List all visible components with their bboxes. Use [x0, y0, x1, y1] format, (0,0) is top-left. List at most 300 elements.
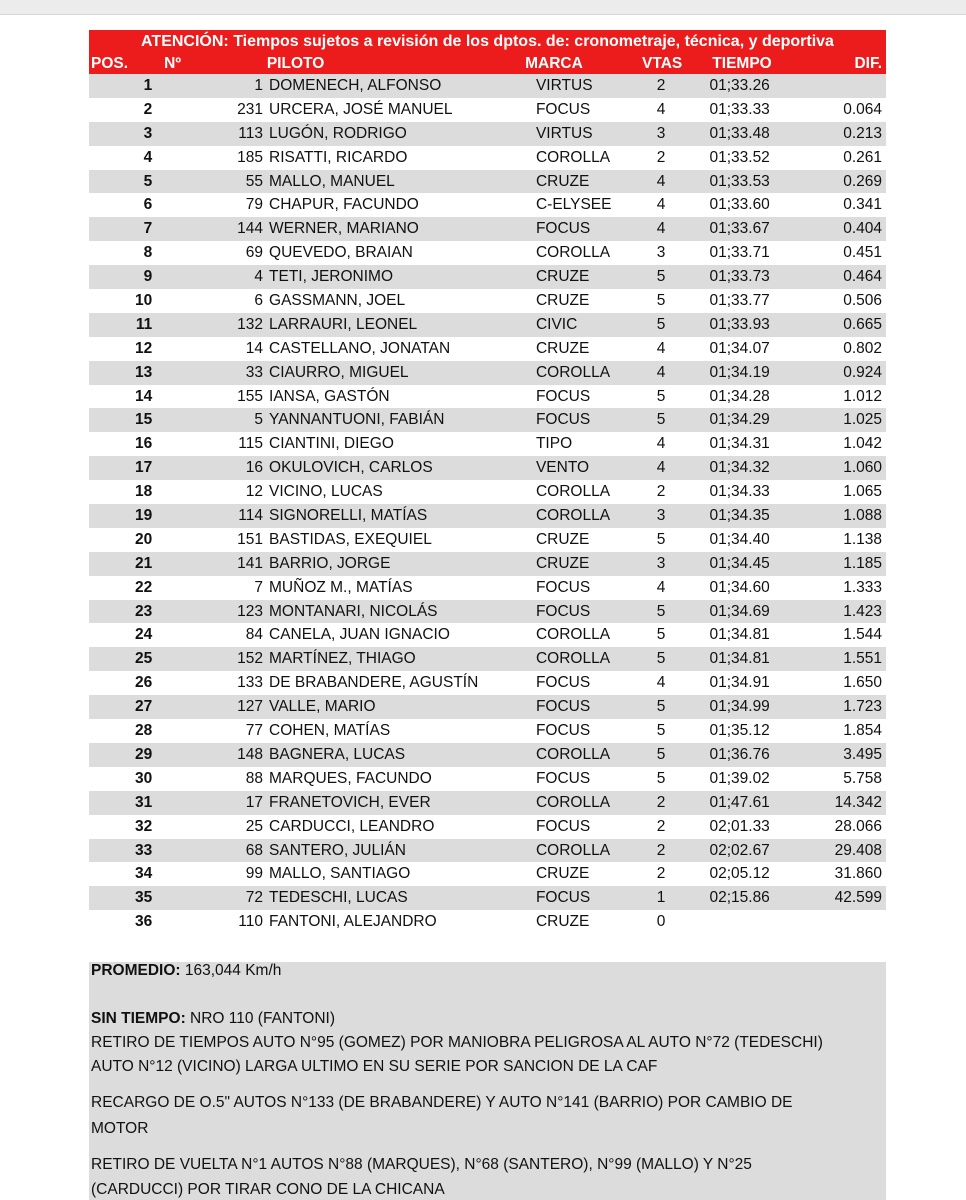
table-row [89, 408, 886, 432]
cell-marca: FOCUS [535, 769, 591, 787]
notes-panel [89, 962, 886, 1200]
header-marca: MARCA [525, 55, 583, 72]
cell-pos: 7 [143, 220, 153, 238]
cell-dif: 1.333 [843, 578, 883, 596]
cell-pos: 21 [135, 554, 153, 572]
cell-vtas: 4 [656, 196, 666, 214]
cell-piloto: CANELA, JUAN IGNACIO [269, 626, 450, 644]
cell-vtas: 5 [656, 650, 666, 668]
cell-pos: 6 [143, 196, 153, 214]
cell-dif: 1.544 [843, 626, 883, 644]
cell-tiempo: 01;34.69 [709, 602, 770, 620]
cell-pos: 24 [135, 626, 153, 644]
cell-vtas: 5 [656, 769, 666, 787]
cell-pos: 22 [135, 578, 153, 596]
header-pos: POS. [91, 55, 129, 72]
cell-tiempo: 01;34.81 [709, 626, 770, 644]
cell-pos: 20 [135, 530, 153, 548]
table-row [89, 528, 886, 552]
cell-pos: 23 [135, 602, 153, 620]
cell-dif: 1.042 [843, 435, 883, 453]
cell-num: 231 [237, 100, 264, 118]
cell-tiempo: 01;34.81 [709, 650, 770, 668]
note-line-5: RETIRO DE VUELTA N°1 AUTOS N°88 (MARQUES), N°68 (SANTERO), N°99 (MALLO) Y N°25 [91, 1156, 752, 1173]
sin-tiempo-line [91, 1010, 335, 1028]
cell-tiempo: 01;34.32 [709, 459, 770, 477]
cell-marca: VENTO [535, 459, 590, 477]
table-row [89, 480, 886, 504]
table-row [89, 862, 886, 886]
cell-vtas: 3 [656, 124, 666, 142]
cell-tiempo: 01;33.73 [709, 268, 770, 286]
note-line-3: RECARGO DE O.5" AUTOS N°133 (DE BRABANDERE) Y AUTO N°141 (BARRIO) POR CAMBIO DE [91, 1094, 793, 1111]
table-row [89, 504, 886, 528]
note-line-2: AUTO N°12 (VICINO) LARGA ULTIMO EN SU SERIE POR SANCION DE LA CAF [91, 1058, 658, 1075]
cell-num: 16 [245, 459, 264, 477]
top-border [0, 0, 966, 15]
cell-vtas: 2 [656, 793, 666, 811]
header-num: Nº [164, 55, 181, 72]
cell-pos: 2 [143, 100, 153, 118]
cell-piloto: BASTIDAS, EXEQUIEL [269, 530, 432, 548]
cell-piloto: LARRAURI, LEONEL [269, 315, 418, 333]
cell-dif: 1.025 [843, 411, 883, 429]
cell-pos: 1 [143, 77, 153, 94]
cell-marca: COROLLA [535, 626, 611, 644]
cell-marca: VIRTUS [535, 124, 593, 142]
table-row [89, 313, 886, 337]
table-row [89, 791, 886, 815]
cell-tiempo: 01;34.91 [709, 674, 770, 692]
cell-tiempo: 01;33.71 [709, 244, 770, 262]
cell-piloto: CIAURRO, MIGUEL [269, 363, 409, 381]
cell-tiempo: 02;05.12 [709, 865, 770, 883]
cell-vtas: 2 [656, 865, 666, 883]
cell-marca: COROLLA [535, 841, 611, 859]
cell-tiempo: 01;34.33 [709, 483, 770, 501]
cell-dif [792, 910, 886, 934]
cell-marca: FOCUS [535, 889, 591, 907]
cell-piloto: DE BRABANDERE, AGUSTÍN [269, 674, 479, 692]
cell-tiempo: 01;34.28 [709, 387, 770, 405]
cell-piloto: MONTANARI, NICOLÁS [269, 602, 438, 620]
cell-piloto: GASSMANN, JOEL [269, 292, 406, 310]
cell-vtas: 5 [656, 387, 666, 405]
cell-tiempo: 01;34.60 [709, 578, 770, 596]
results-table-body [89, 74, 886, 934]
cell-marca: FOCUS [535, 698, 591, 716]
table-row [89, 767, 886, 791]
cell-piloto: VALLE, MARIO [269, 698, 376, 716]
cell-num: 99 [245, 865, 264, 883]
cell-tiempo: 01;33.93 [709, 315, 770, 333]
table-row [89, 146, 886, 170]
cell-pos: 14 [135, 387, 153, 405]
table-row [89, 432, 886, 456]
table-row [89, 623, 886, 647]
cell-pos: 9 [143, 268, 153, 286]
cell-marca: FOCUS [535, 817, 591, 835]
cell-pos: 34 [135, 865, 153, 883]
cell-dif: 1.854 [843, 722, 883, 740]
cell-dif: 1.551 [843, 650, 883, 668]
table-row [89, 600, 886, 624]
cell-num: 6 [254, 292, 264, 310]
table-row [89, 695, 886, 719]
cell-marca: COROLLA [535, 148, 611, 166]
promedio-value: 163,044 Km/h [180, 962, 282, 979]
cell-num: 68 [245, 841, 264, 859]
cell-piloto: SIGNORELLI, MATÍAS [269, 507, 428, 525]
cell-vtas: 5 [656, 602, 666, 620]
cell-pos: 36 [135, 913, 153, 931]
note-line-4: MOTOR [91, 1120, 149, 1137]
cell-num: 141 [237, 554, 264, 572]
cell-piloto: FRANETOVICH, EVER [269, 793, 431, 811]
cell-piloto: CARDUCCI, LEANDRO [269, 817, 435, 835]
table-row [89, 456, 886, 480]
cell-tiempo: 01;47.61 [709, 793, 770, 811]
promedio-line [91, 962, 281, 980]
cell-piloto: MALLO, MANUEL [269, 172, 395, 190]
table-row [89, 719, 886, 743]
cell-num: 132 [237, 315, 264, 333]
table-row [89, 193, 886, 217]
cell-piloto: CHAPUR, FACUNDO [269, 196, 419, 214]
cell-piloto: CASTELLANO, JONATAN [269, 339, 451, 357]
cell-pos: 16 [135, 435, 153, 453]
cell-dif: 29.408 [834, 841, 883, 859]
cell-vtas: 3 [656, 554, 666, 572]
cell-tiempo: 02;01.33 [709, 817, 770, 835]
cell-pos: 35 [135, 889, 153, 907]
cell-pos: 18 [135, 483, 153, 501]
table-header [89, 53, 886, 74]
header-dif: DIF. [854, 55, 882, 72]
cell-vtas: 0 [656, 913, 666, 931]
cell-vtas: 5 [656, 722, 666, 740]
cell-piloto: MUÑOZ M., MATÍAS [269, 578, 413, 596]
cell-dif: 1.423 [843, 602, 883, 620]
cell-num: 133 [237, 674, 264, 692]
cell-piloto: TEDESCHI, LUCAS [269, 889, 408, 907]
cell-tiempo: 01;33.48 [709, 124, 770, 142]
cell-piloto: URCERA, JOSÉ MANUEL [269, 100, 453, 118]
review-notice: ATENCIÓN: Tiempos sujetos a revisión de los dptos. de: cronometraje, técnica, y deportiva [89, 30, 886, 53]
cell-vtas: 4 [656, 363, 666, 381]
cell-num: 33 [245, 363, 264, 381]
cell-tiempo: 01;33.53 [709, 172, 770, 190]
cell-dif: 0.451 [843, 244, 883, 262]
cell-num: 185 [237, 148, 264, 166]
cell-num: 155 [237, 387, 264, 405]
cell-num: 72 [245, 889, 264, 907]
cell-marca: FOCUS [535, 220, 591, 238]
cell-num: 12 [245, 483, 264, 501]
cell-piloto: CIANTINI, DIEGO [269, 435, 394, 453]
cell-marca: COROLLA [535, 507, 611, 525]
cell-piloto: COHEN, MATÍAS [269, 722, 391, 740]
cell-dif: 0.665 [843, 315, 883, 333]
cell-pos: 11 [135, 315, 153, 333]
cell-tiempo: 01;39.02 [709, 769, 770, 787]
cell-vtas: 5 [656, 626, 666, 644]
cell-num: 88 [245, 769, 264, 787]
cell-pos: 4 [143, 148, 153, 166]
table-row [89, 552, 886, 576]
cell-dif: 1.138 [843, 530, 883, 548]
cell-tiempo: 01;34.19 [709, 363, 770, 381]
cell-vtas: 5 [656, 698, 666, 716]
table-row [89, 217, 886, 241]
cell-tiempo: 01;34.29 [709, 411, 770, 429]
cell-marca: FOCUS [535, 722, 591, 740]
cell-marca: CRUZE [535, 268, 590, 286]
cell-vtas: 4 [656, 339, 666, 357]
cell-pos: 29 [135, 745, 153, 763]
cell-marca: COROLLA [535, 244, 611, 262]
cell-dif: 5.758 [843, 769, 883, 787]
cell-piloto: BARRIO, JORGE [269, 554, 391, 572]
cell-dif: 0.341 [843, 196, 883, 214]
cell-num: 7 [254, 578, 264, 596]
cell-pos: 30 [135, 769, 153, 787]
cell-num: 110 [238, 913, 264, 931]
cell-piloto: IANSA, GASTÓN [269, 387, 390, 405]
cell-marca: VIRTUS [535, 77, 593, 94]
cell-num: 5 [254, 411, 264, 429]
cell-num: 79 [245, 196, 264, 214]
cell-piloto: MARQUES, FACUNDO [269, 769, 432, 787]
cell-marca: FOCUS [535, 100, 591, 118]
cell-dif: 0.802 [843, 339, 883, 357]
cell-dif: 14.342 [834, 793, 883, 811]
cell-pos: 27 [135, 698, 153, 716]
cell-vtas: 5 [656, 315, 666, 333]
cell-num: 115 [238, 435, 264, 453]
cell-tiempo: 01;33.26 [709, 77, 770, 94]
table-row [89, 361, 886, 385]
cell-piloto: MALLO, SANTIAGO [269, 865, 411, 883]
cell-marca: COROLLA [535, 363, 611, 381]
cell-num: 69 [245, 244, 264, 262]
cell-marca: COROLLA [535, 483, 611, 501]
cell-marca: C-ELYSEE [535, 196, 612, 214]
cell-dif: 1.088 [843, 507, 883, 525]
cell-marca: CRUZE [535, 339, 590, 357]
cell-tiempo: 01;34.45 [709, 554, 770, 572]
cell-piloto: BAGNERA, LUCAS [269, 745, 406, 763]
cell-num: 123 [237, 602, 264, 620]
cell-marca: FOCUS [535, 674, 591, 692]
cell-dif: 0.404 [843, 220, 883, 238]
cell-vtas: 2 [656, 483, 666, 501]
table-row [89, 839, 886, 863]
cell-piloto: SANTERO, JULIÁN [269, 841, 406, 859]
cell-num: 17 [245, 793, 264, 811]
cell-num: 151 [237, 530, 264, 548]
cell-pos: 25 [135, 650, 153, 668]
cell-dif: 0.924 [843, 363, 883, 381]
cell-tiempo: 01;34.99 [709, 698, 770, 716]
cell-piloto: RISATTI, RICARDO [269, 148, 408, 166]
cell-vtas: 4 [656, 100, 666, 118]
cell-pos: 10 [135, 292, 153, 310]
cell-num: 55 [245, 172, 264, 190]
cell-tiempo: 01;33.77 [709, 292, 770, 310]
cell-dif: 0.464 [843, 268, 883, 286]
cell-marca: COROLLA [535, 793, 611, 811]
table-row [89, 647, 886, 671]
cell-vtas: 5 [656, 411, 666, 429]
cell-vtas: 4 [656, 172, 666, 190]
cell-pos: 13 [135, 363, 153, 381]
cell-dif: 31.860 [834, 865, 883, 883]
table-row [89, 289, 886, 313]
cell-num: 25 [245, 817, 264, 835]
promedio-label: PROMEDIO: [91, 962, 181, 979]
cell-pos: 32 [135, 817, 153, 835]
cell-vtas: 2 [656, 148, 666, 166]
cell-num: 14 [245, 339, 264, 357]
table-row [89, 886, 886, 910]
cell-dif: 28.066 [834, 817, 883, 835]
cell-vtas: 5 [656, 530, 666, 548]
cell-tiempo [687, 910, 792, 934]
note-line-1: RETIRO DE TIEMPOS AUTO N°95 (GOMEZ) POR MANIOBRA PELIGROSA AL AUTO N°72 (TEDESCHI) [91, 1034, 823, 1051]
cell-vtas: 5 [656, 268, 666, 286]
cell-tiempo: 01;34.31 [709, 435, 770, 453]
cell-vtas: 2 [656, 817, 666, 835]
cell-vtas: 4 [656, 578, 666, 596]
table-row [89, 98, 886, 122]
cell-vtas: 4 [656, 435, 666, 453]
note-line-6: (CARDUCCI) POR TIRAR CONO DE LA CHICANA [91, 1181, 445, 1198]
cell-tiempo: 01;34.40 [709, 530, 770, 548]
cell-piloto: OKULOVICH, CARLOS [269, 459, 433, 477]
cell-pos: 33 [135, 841, 153, 859]
cell-tiempo: 01;33.33 [709, 100, 770, 118]
cell-vtas: 3 [656, 244, 666, 262]
cell-num: 114 [238, 507, 264, 525]
cell-marca: TIPO [535, 435, 573, 453]
cell-marca: CRUZE [535, 865, 590, 883]
header-vtas: VTAS [642, 55, 683, 72]
cell-marca: FOCUS [535, 387, 591, 405]
cell-pos: 8 [143, 244, 153, 262]
cell-pos: 12 [135, 339, 153, 357]
cell-marca: FOCUS [535, 578, 591, 596]
cell-dif: 0.269 [843, 172, 883, 190]
cell-marca: CRUZE [535, 292, 590, 310]
cell-num: 4 [254, 268, 264, 286]
cell-marca: COROLLA [535, 650, 611, 668]
cell-pos: 5 [143, 172, 153, 190]
cell-dif: 1.723 [843, 698, 883, 716]
cell-marca: CRUZE [535, 530, 590, 548]
cell-dif: 1.060 [843, 459, 883, 477]
cell-pos: 28 [135, 722, 153, 740]
cell-num: 152 [237, 650, 264, 668]
cell-dif [792, 74, 886, 98]
table-row [89, 74, 886, 98]
cell-piloto: TETI, JERONIMO [269, 268, 394, 286]
table-row [89, 910, 886, 934]
cell-dif: 1.012 [843, 387, 883, 405]
cell-pos: 31 [135, 793, 153, 811]
table-row [89, 265, 886, 289]
cell-piloto: DOMENECH, ALFONSO [269, 77, 442, 94]
cell-tiempo: 02;02.67 [709, 841, 770, 859]
cell-dif: 42.599 [834, 889, 883, 907]
cell-pos: 19 [135, 507, 153, 525]
table-row [89, 241, 886, 265]
cell-marca: CRUZE [535, 554, 590, 572]
cell-num: 148 [237, 745, 264, 763]
cell-vtas: 3 [656, 507, 666, 525]
cell-num: 84 [245, 626, 264, 644]
cell-pos: 26 [135, 674, 153, 692]
cell-tiempo: 01;34.35 [709, 507, 770, 525]
cell-dif: 0.506 [843, 292, 883, 310]
cell-vtas: 5 [656, 745, 666, 763]
cell-dif: 0.261 [843, 148, 883, 166]
header-piloto: PILOTO [266, 55, 325, 72]
cell-vtas: 2 [656, 77, 666, 94]
cell-num: 77 [245, 722, 264, 740]
cell-num: 113 [238, 124, 264, 142]
cell-tiempo: 01;33.67 [709, 220, 770, 238]
cell-tiempo: 01;35.12 [709, 722, 770, 740]
cell-tiempo: 01;33.60 [709, 196, 770, 214]
table-row [89, 122, 886, 146]
cell-piloto: VICINO, LUCAS [269, 483, 383, 501]
cell-piloto: FANTONI, ALEJANDRO [269, 913, 437, 931]
sin-tiempo-value: NRO 110 (FANTONI) [185, 1010, 336, 1027]
table-row [89, 385, 886, 409]
cell-dif: 0.064 [843, 100, 883, 118]
results-sheet [89, 30, 886, 934]
table-row [89, 815, 886, 839]
cell-marca: FOCUS [535, 411, 591, 429]
cell-tiempo: 01;34.07 [709, 339, 770, 357]
cell-piloto: YANNANTUONI, FABIÁN [269, 411, 445, 429]
cell-vtas: 1 [656, 889, 666, 907]
cell-num: 127 [237, 698, 264, 716]
cell-dif: 1.650 [843, 674, 883, 692]
cell-vtas: 4 [656, 674, 666, 692]
cell-piloto: MARTÍNEZ, THIAGO [269, 650, 416, 668]
cell-num: 1 [254, 77, 264, 94]
cell-vtas: 4 [656, 220, 666, 238]
cell-tiempo: 01;33.52 [709, 148, 770, 166]
cell-pos: 15 [135, 411, 153, 429]
cell-pos: 3 [143, 124, 153, 142]
cell-dif: 0.213 [843, 124, 883, 142]
cell-tiempo: 02;15.86 [709, 889, 770, 907]
cell-marca: COROLLA [535, 745, 611, 763]
header-tiempo: TIEMPO [712, 55, 772, 72]
cell-marca: CRUZE [535, 172, 590, 190]
cell-piloto: LUGÓN, RODRIGO [269, 124, 407, 142]
cell-dif: 1.185 [843, 554, 883, 572]
cell-vtas: 5 [656, 292, 666, 310]
cell-piloto: WERNER, MARIANO [269, 220, 419, 238]
cell-piloto: QUEVEDO, BRAIAN [269, 244, 413, 262]
cell-dif: 3.495 [843, 745, 883, 763]
table-row [89, 337, 886, 361]
sin-tiempo-label: SIN TIEMPO: [91, 1010, 186, 1027]
